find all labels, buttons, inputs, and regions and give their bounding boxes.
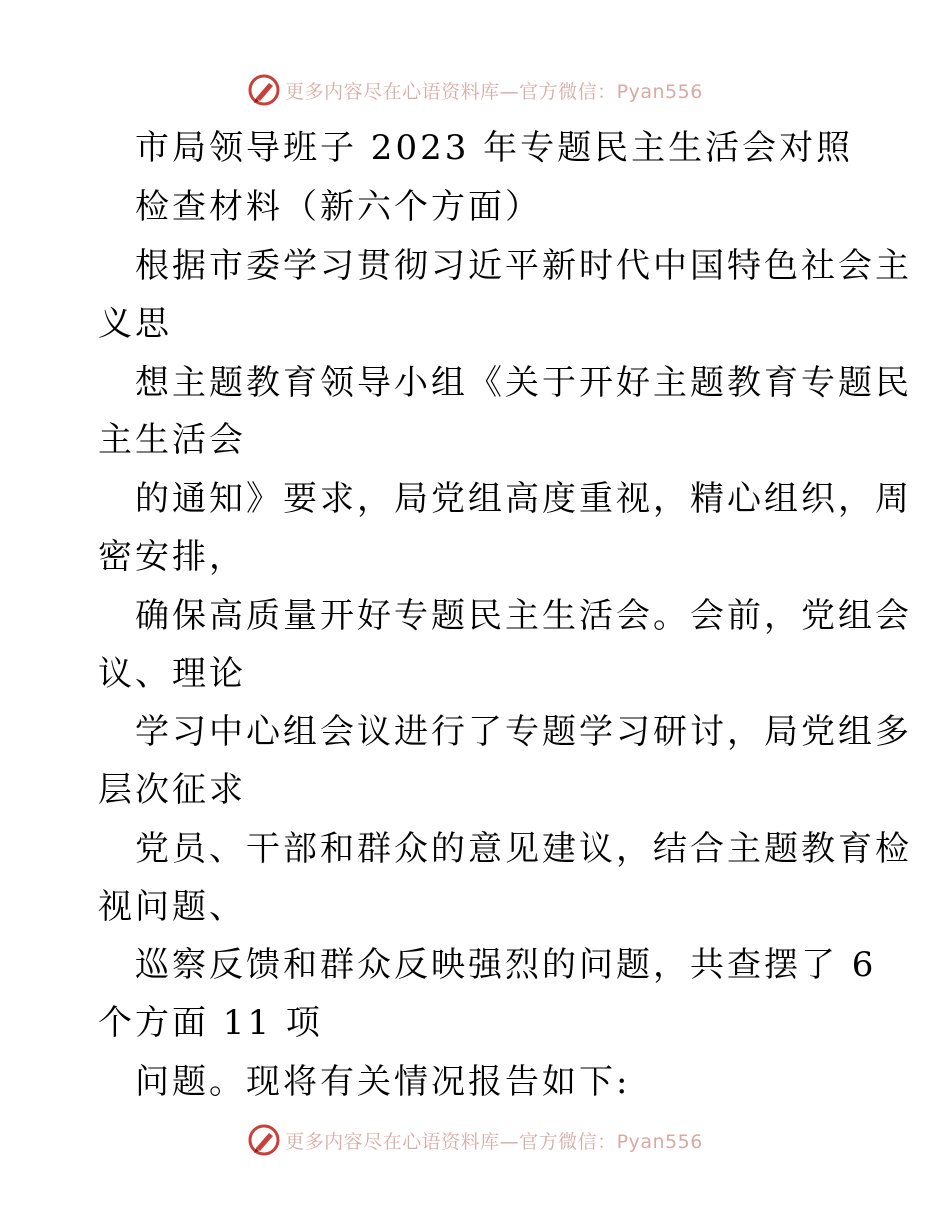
header-banner-text: 更多内容尽在心语资料库—官方微信：Pyan556 (285, 80, 703, 103)
pen-logo-icon (247, 1123, 281, 1157)
paragraph-line: 个方面 11 项 (98, 1003, 323, 1043)
paragraph-line: 密安排， (98, 537, 246, 577)
paragraph-line: 义思 (98, 304, 172, 344)
paragraph-line: 根据市委学习贯彻习近平新时代中国特色社会主 (135, 246, 912, 286)
paragraph-line: 主生活会 (98, 420, 246, 460)
paragraph-line: 议、理论 (98, 654, 246, 694)
paragraph-line: 想主题教育领导小组《关于开好主题教育专题民 (135, 363, 912, 403)
pen-logo-icon (247, 73, 281, 107)
paragraph-line: 学习中心组会议进行了专题学习研讨，局党组多 (135, 712, 912, 752)
footer-banner-text: 更多内容尽在心语资料库—官方微信：Pyan556 (285, 1130, 703, 1153)
header-watermark-banner (0, 70, 950, 110)
paragraph-line: 党员、干部和群众的意见建议，结合主题教育检 (135, 829, 912, 869)
paragraph-line: 巡察反馈和群众反映强烈的问题，共查摆了 6 (135, 945, 877, 985)
paragraph-line: 问题。现将有关情况报告如下: (135, 1062, 631, 1102)
paragraph-line: 层次征求 (98, 770, 246, 810)
paragraph-line: 的通知》要求，局党组高度重视，精心组织，周 (135, 479, 912, 519)
document-title-line-2: 检查材料（新六个方面） (135, 187, 542, 227)
paragraph-line: 视问题、 (98, 887, 246, 927)
paragraph-line: 确保高质量开好专题民主生活会。会前，党组会 (135, 596, 912, 636)
document-title-line-1: 市局领导班子 2023 年专题民主生活会对照 (135, 128, 854, 168)
footer-watermark-banner (0, 1120, 950, 1160)
